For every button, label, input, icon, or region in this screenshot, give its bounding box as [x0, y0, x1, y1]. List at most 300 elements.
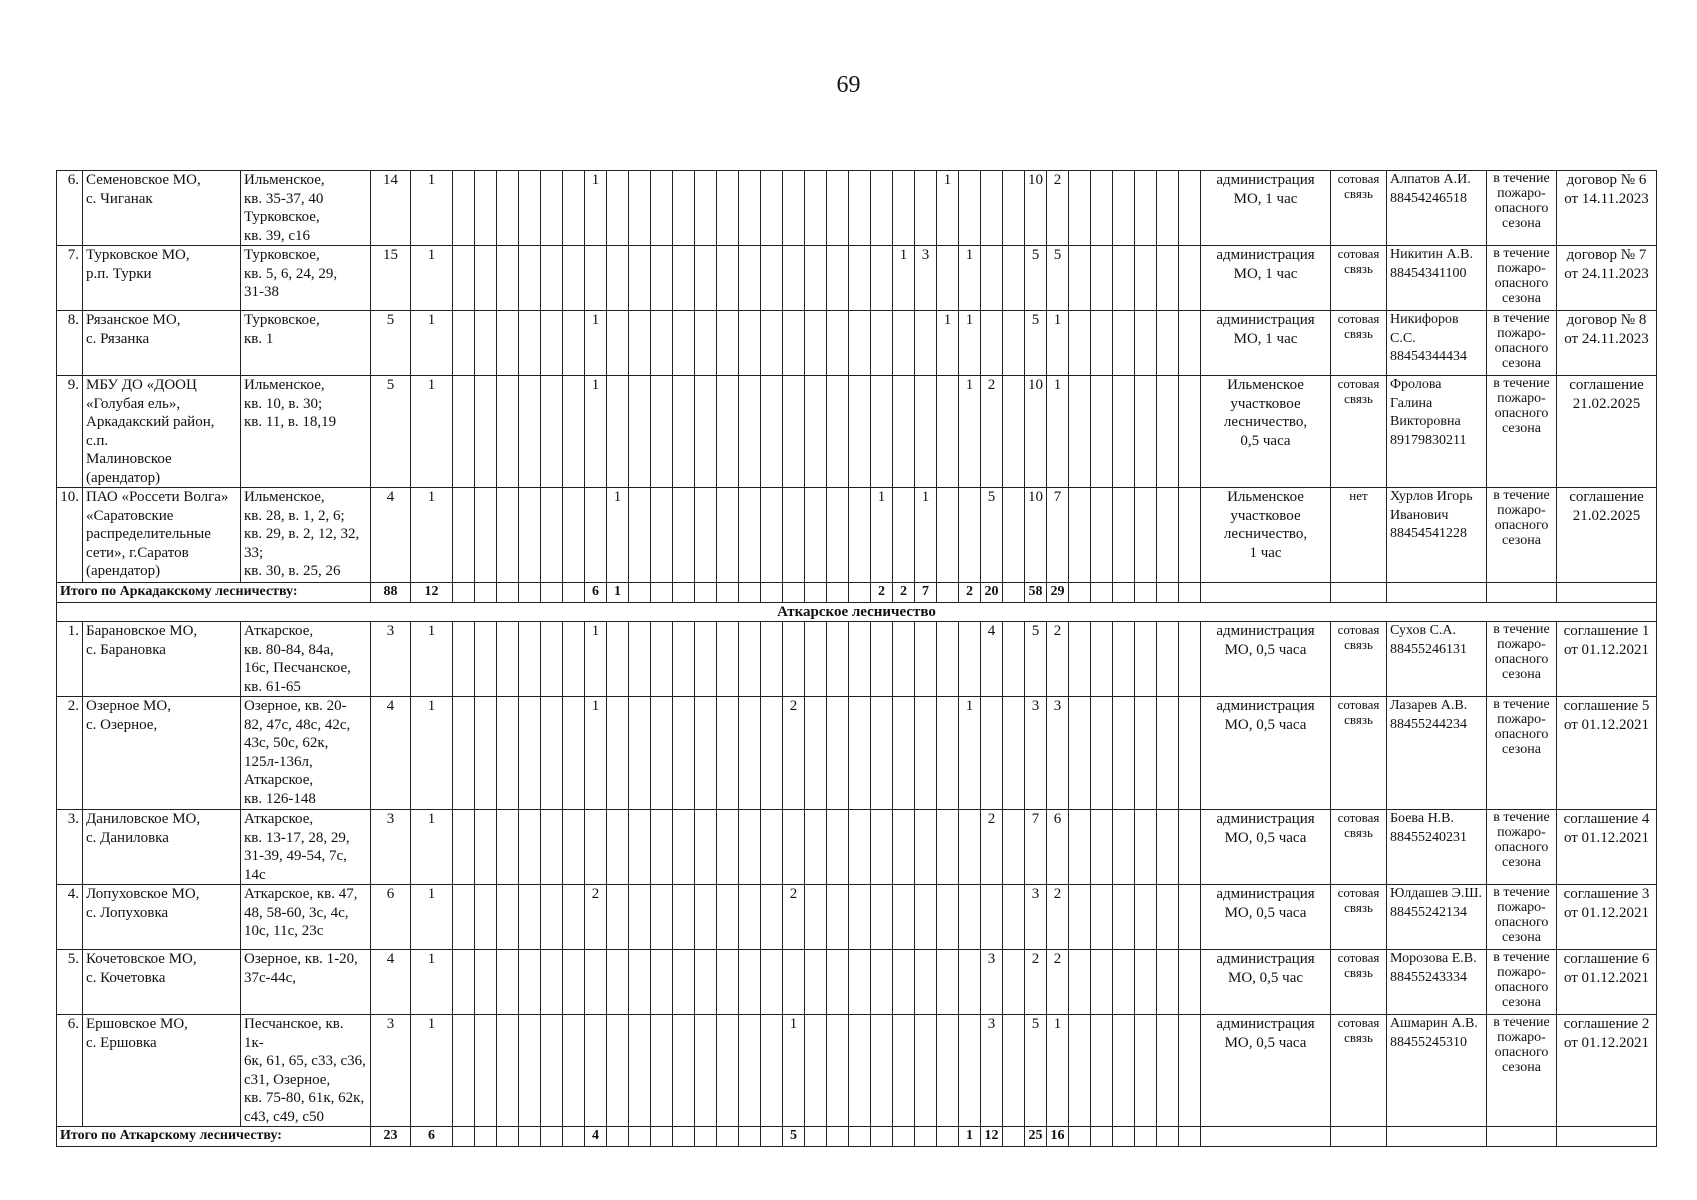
value-cell-30: 5 — [1047, 246, 1069, 311]
value-cell-16 — [739, 583, 761, 603]
value-cell-26: 1 — [959, 311, 981, 376]
value-cell-2: 1 — [411, 311, 453, 376]
agreement-cell: соглашение 6 от 01.12.2021 — [1557, 950, 1657, 1015]
value-cell-16 — [739, 697, 761, 810]
value-cell-33 — [1113, 622, 1135, 697]
value-cell-13 — [673, 1015, 695, 1127]
organization-cell: Рязанское МО, с. Рязанка — [83, 311, 241, 376]
communication-cell: нет — [1331, 488, 1387, 583]
value-cell-5 — [497, 810, 519, 885]
agreement-cell: соглашение 21.02.2025 — [1557, 376, 1657, 488]
value-cell-7 — [541, 583, 563, 603]
value-cell-17 — [761, 622, 783, 697]
value-cell-4 — [475, 488, 497, 583]
value-cell-22 — [871, 885, 893, 950]
value-cell-18 — [783, 810, 805, 885]
value-cell-11 — [629, 246, 651, 311]
value-cell-1: 4 — [371, 488, 411, 583]
section-header-row — [57, 602, 1657, 622]
location-cell: Песчанское, кв. 1к- 6к, 61, 65, с33, с36, с31, Озерное, кв. 75-80, 61к, 62к, с43, с49, с50 — [241, 1015, 371, 1127]
value-cell-3 — [453, 583, 475, 603]
location-cell: Озерное, кв. 20- 82, 47с, 48с, 42с, 43с, 50с, 62к, 125л-136л, Аткарское, кв. 126-148 — [241, 697, 371, 810]
empty-cell — [1201, 1127, 1331, 1147]
value-cell-30: 1 — [1047, 311, 1069, 376]
value-cell-36 — [1179, 488, 1201, 583]
value-cell-15 — [717, 950, 739, 1015]
value-cell-9 — [585, 950, 607, 1015]
agreement-cell: соглашение 1 от 01.12.2021 — [1557, 622, 1657, 697]
value-cell-23 — [893, 376, 915, 488]
value-cell-13 — [673, 950, 695, 1015]
contact-cell: администрация МО, 0,5 часа — [1201, 810, 1331, 885]
value-cell-12 — [651, 488, 673, 583]
value-cell-32 — [1091, 1127, 1113, 1147]
value-cell-19 — [805, 488, 827, 583]
value-cell-34 — [1135, 622, 1157, 697]
value-cell-2: 1 — [411, 697, 453, 810]
value-cell-24 — [915, 1015, 937, 1127]
value-cell-17 — [761, 246, 783, 311]
value-cell-2: 1 — [411, 171, 453, 246]
responsible-cell: Лазарев А.В. 88455244234 — [1387, 697, 1487, 810]
value-cell-30: 1 — [1047, 1015, 1069, 1127]
value-cell-8 — [563, 376, 585, 488]
value-cell-10 — [607, 810, 629, 885]
value-cell-27 — [981, 171, 1003, 246]
value-cell-9: 2 — [585, 885, 607, 950]
location-cell: Ильменское, кв. 28, в. 1, 2, 6; кв. 29, в. 2, 12, 32, 33; кв. 30, в. 25, 26 — [241, 488, 371, 583]
value-cell-17 — [761, 376, 783, 488]
value-cell-13 — [673, 810, 695, 885]
value-cell-15 — [717, 376, 739, 488]
value-cell-18: 2 — [783, 697, 805, 810]
value-cell-5 — [497, 697, 519, 810]
value-cell-3 — [453, 311, 475, 376]
value-cell-24: 1 — [915, 488, 937, 583]
value-cell-6 — [519, 1127, 541, 1147]
value-cell-32 — [1091, 885, 1113, 950]
responsible-cell: Никифоров С.С. 88454344434 — [1387, 311, 1487, 376]
value-cell-21 — [849, 622, 871, 697]
value-cell-12 — [651, 246, 673, 311]
value-cell-6 — [519, 376, 541, 488]
period-cell: в течение пожаро- опасного сезона — [1487, 622, 1557, 697]
value-cell-14 — [695, 622, 717, 697]
communication-cell: сотовая связь — [1331, 950, 1387, 1015]
value-cell-20 — [827, 171, 849, 246]
value-cell-15 — [717, 1127, 739, 1147]
value-cell-33 — [1113, 950, 1135, 1015]
organization-cell: Даниловское МО, с. Даниловка — [83, 810, 241, 885]
agreement-cell: договор № 6 от 14.11.2023 — [1557, 171, 1657, 246]
value-cell-5 — [497, 488, 519, 583]
contact-cell: администрация МО, 0,5 часа — [1201, 622, 1331, 697]
value-cell-26: 1 — [959, 246, 981, 311]
value-cell-33 — [1113, 1015, 1135, 1127]
value-cell-15 — [717, 622, 739, 697]
value-cell-22 — [871, 1127, 893, 1147]
value-cell-8 — [563, 950, 585, 1015]
value-cell-32 — [1091, 311, 1113, 376]
section-title: Аткарское лесничество — [57, 602, 1657, 622]
value-cell-13 — [673, 622, 695, 697]
value-cell-29: 5 — [1025, 622, 1047, 697]
value-cell-29: 7 — [1025, 810, 1047, 885]
value-cell-4 — [475, 810, 497, 885]
value-cell-33 — [1113, 583, 1135, 603]
value-cell-33 — [1113, 488, 1135, 583]
period-cell: в течение пожаро- опасного сезона — [1487, 1015, 1557, 1127]
value-cell-17 — [761, 488, 783, 583]
value-cell-9 — [585, 1015, 607, 1127]
value-cell-5 — [497, 311, 519, 376]
value-cell-3 — [453, 488, 475, 583]
value-cell-21 — [849, 488, 871, 583]
value-cell-30: 2 — [1047, 950, 1069, 1015]
value-cell-28 — [1003, 1127, 1025, 1147]
value-cell-19 — [805, 1127, 827, 1147]
value-cell-11 — [629, 171, 651, 246]
value-cell-22 — [871, 622, 893, 697]
value-cell-8 — [563, 488, 585, 583]
table-row — [57, 810, 1657, 885]
period-cell: в течение пожаро- опасного сезона — [1487, 488, 1557, 583]
value-cell-24 — [915, 171, 937, 246]
contact-cell: Ильменское участковое лесничество, 0,5 часа — [1201, 376, 1331, 488]
value-cell-16 — [739, 622, 761, 697]
value-cell-20 — [827, 1015, 849, 1127]
value-cell-34 — [1135, 950, 1157, 1015]
value-cell-6 — [519, 810, 541, 885]
value-cell-7 — [541, 171, 563, 246]
value-cell-9: 1 — [585, 376, 607, 488]
value-cell-33 — [1113, 376, 1135, 488]
value-cell-25 — [937, 488, 959, 583]
value-cell-22 — [871, 950, 893, 1015]
value-cell-35 — [1157, 376, 1179, 488]
value-cell-18: 1 — [783, 1015, 805, 1127]
value-cell-31 — [1069, 583, 1091, 603]
value-cell-8 — [563, 1015, 585, 1127]
value-cell-14 — [695, 311, 717, 376]
value-cell-11 — [629, 697, 651, 810]
value-cell-18 — [783, 488, 805, 583]
value-cell-12 — [651, 311, 673, 376]
value-cell-27 — [981, 246, 1003, 311]
value-cell-36 — [1179, 583, 1201, 603]
value-cell-24 — [915, 697, 937, 810]
value-cell-4 — [475, 1127, 497, 1147]
value-cell-31 — [1069, 697, 1091, 810]
value-cell-32 — [1091, 950, 1113, 1015]
agreement-cell: соглашение 5 от 01.12.2021 — [1557, 697, 1657, 810]
value-cell-24 — [915, 950, 937, 1015]
value-cell-6 — [519, 171, 541, 246]
value-cell-21 — [849, 1015, 871, 1127]
value-cell-21 — [849, 376, 871, 488]
value-cell-9: 6 — [585, 583, 607, 603]
value-cell-10 — [607, 1015, 629, 1127]
value-cell-1: 3 — [371, 810, 411, 885]
value-cell-21 — [849, 810, 871, 885]
value-cell-3 — [453, 697, 475, 810]
value-cell-3 — [453, 246, 475, 311]
value-cell-25 — [937, 810, 959, 885]
value-cell-17 — [761, 810, 783, 885]
empty-cell — [1557, 583, 1657, 603]
value-cell-20 — [827, 950, 849, 1015]
value-cell-15 — [717, 1015, 739, 1127]
communication-cell: сотовая связь — [1331, 622, 1387, 697]
value-cell-11 — [629, 1127, 651, 1147]
value-cell-6 — [519, 1015, 541, 1127]
responsible-cell: Боева Н.В. 88455240231 — [1387, 810, 1487, 885]
value-cell-16 — [739, 950, 761, 1015]
value-cell-20 — [827, 488, 849, 583]
communication-cell: сотовая связь — [1331, 1015, 1387, 1127]
value-cell-27: 20 — [981, 583, 1003, 603]
value-cell-16 — [739, 810, 761, 885]
agreement-cell: соглашение 4 от 01.12.2021 — [1557, 810, 1657, 885]
value-cell-8 — [563, 697, 585, 810]
value-cell-35 — [1157, 622, 1179, 697]
value-cell-20 — [827, 885, 849, 950]
value-cell-36 — [1179, 1127, 1201, 1147]
value-cell-36 — [1179, 311, 1201, 376]
value-cell-26 — [959, 950, 981, 1015]
value-cell-12 — [651, 697, 673, 810]
responsible-cell: Морозова Е.В. 88455243334 — [1387, 950, 1487, 1015]
period-cell: в течение пожаро- опасного сезона — [1487, 246, 1557, 311]
contact-cell: администрация МО, 1 час — [1201, 171, 1331, 246]
value-cell-33 — [1113, 885, 1135, 950]
value-cell-33 — [1113, 810, 1135, 885]
value-cell-8 — [563, 885, 585, 950]
value-cell-16 — [739, 488, 761, 583]
value-cell-2: 1 — [411, 950, 453, 1015]
table-row — [57, 885, 1657, 950]
value-cell-22 — [871, 311, 893, 376]
value-cell-21 — [849, 885, 871, 950]
value-cell-10 — [607, 622, 629, 697]
value-cell-29: 10 — [1025, 376, 1047, 488]
value-cell-34 — [1135, 171, 1157, 246]
value-cell-6 — [519, 488, 541, 583]
value-cell-9 — [585, 810, 607, 885]
value-cell-27: 2 — [981, 810, 1003, 885]
value-cell-15 — [717, 488, 739, 583]
value-cell-6 — [519, 697, 541, 810]
value-cell-2: 6 — [411, 1127, 453, 1147]
value-cell-16 — [739, 171, 761, 246]
value-cell-28 — [1003, 311, 1025, 376]
value-cell-1: 3 — [371, 622, 411, 697]
value-cell-14 — [695, 885, 717, 950]
row-number: 7. — [57, 246, 83, 311]
value-cell-34 — [1135, 1015, 1157, 1127]
value-cell-31 — [1069, 810, 1091, 885]
value-cell-4 — [475, 376, 497, 488]
value-cell-24 — [915, 1127, 937, 1147]
empty-cell — [1487, 1127, 1557, 1147]
value-cell-15 — [717, 246, 739, 311]
value-cell-17 — [761, 950, 783, 1015]
value-cell-5 — [497, 376, 519, 488]
value-cell-25 — [937, 1127, 959, 1147]
value-cell-35 — [1157, 1015, 1179, 1127]
row-number: 4. — [57, 885, 83, 950]
value-cell-20 — [827, 376, 849, 488]
value-cell-31 — [1069, 246, 1091, 311]
value-cell-21 — [849, 583, 871, 603]
value-cell-3 — [453, 810, 475, 885]
value-cell-16 — [739, 246, 761, 311]
value-cell-6 — [519, 246, 541, 311]
communication-cell: сотовая связь — [1331, 697, 1387, 810]
value-cell-11 — [629, 311, 651, 376]
value-cell-36 — [1179, 376, 1201, 488]
value-cell-25: 1 — [937, 311, 959, 376]
value-cell-24 — [915, 311, 937, 376]
value-cell-29: 3 — [1025, 885, 1047, 950]
value-cell-27: 2 — [981, 376, 1003, 488]
value-cell-28 — [1003, 810, 1025, 885]
value-cell-32 — [1091, 171, 1113, 246]
empty-cell — [1557, 1127, 1657, 1147]
value-cell-12 — [651, 810, 673, 885]
value-cell-8 — [563, 171, 585, 246]
value-cell-24 — [915, 885, 937, 950]
value-cell-19 — [805, 1015, 827, 1127]
value-cell-35 — [1157, 885, 1179, 950]
period-cell: в течение пожаро- опасного сезона — [1487, 171, 1557, 246]
value-cell-11 — [629, 885, 651, 950]
value-cell-5 — [497, 1127, 519, 1147]
value-cell-27 — [981, 697, 1003, 810]
value-cell-31 — [1069, 950, 1091, 1015]
value-cell-1: 14 — [371, 171, 411, 246]
table-row — [57, 1015, 1657, 1127]
value-cell-29: 25 — [1025, 1127, 1047, 1147]
value-cell-26: 1 — [959, 376, 981, 488]
value-cell-17 — [761, 697, 783, 810]
value-cell-21 — [849, 950, 871, 1015]
value-cell-19 — [805, 376, 827, 488]
value-cell-10 — [607, 950, 629, 1015]
value-cell-18 — [783, 950, 805, 1015]
value-cell-31 — [1069, 885, 1091, 950]
table-row — [57, 246, 1657, 311]
value-cell-22 — [871, 1015, 893, 1127]
value-cell-27: 12 — [981, 1127, 1003, 1147]
value-cell-11 — [629, 488, 651, 583]
table-row — [57, 697, 1657, 810]
location-cell: Турковское, кв. 1 — [241, 311, 371, 376]
contact-cell: администрация МО, 1 час — [1201, 311, 1331, 376]
period-cell: в течение пожаро- опасного сезона — [1487, 697, 1557, 810]
value-cell-35 — [1157, 583, 1179, 603]
empty-cell — [1331, 1127, 1387, 1147]
table-row — [57, 950, 1657, 1015]
value-cell-25 — [937, 583, 959, 603]
value-cell-26 — [959, 488, 981, 583]
value-cell-7 — [541, 622, 563, 697]
period-cell: в течение пожаро- опасного сезона — [1487, 311, 1557, 376]
value-cell-8 — [563, 583, 585, 603]
value-cell-11 — [629, 622, 651, 697]
value-cell-34 — [1135, 246, 1157, 311]
value-cell-3 — [453, 171, 475, 246]
communication-cell: сотовая связь — [1331, 171, 1387, 246]
value-cell-26 — [959, 1015, 981, 1127]
value-cell-6 — [519, 583, 541, 603]
communication-cell: сотовая связь — [1331, 246, 1387, 311]
value-cell-3 — [453, 376, 475, 488]
value-cell-21 — [849, 246, 871, 311]
value-cell-6 — [519, 950, 541, 1015]
contact-cell: администрация МО, 0,5 часа — [1201, 697, 1331, 810]
value-cell-1: 15 — [371, 246, 411, 311]
value-cell-8 — [563, 311, 585, 376]
responsible-cell: Юлдашев Э.Ш. 88455242134 — [1387, 885, 1487, 950]
value-cell-36 — [1179, 1015, 1201, 1127]
value-cell-12 — [651, 622, 673, 697]
agreement-cell: соглашение 2 от 01.12.2021 — [1557, 1015, 1657, 1127]
value-cell-14 — [695, 376, 717, 488]
value-cell-21 — [849, 1127, 871, 1147]
value-cell-12 — [651, 171, 673, 246]
contact-cell: администрация МО, 0,5 часа — [1201, 1015, 1331, 1127]
value-cell-2: 12 — [411, 583, 453, 603]
value-cell-10 — [607, 697, 629, 810]
row-number: 6. — [57, 1015, 83, 1127]
empty-cell — [1387, 583, 1487, 603]
value-cell-25: 1 — [937, 171, 959, 246]
value-cell-1: 88 — [371, 583, 411, 603]
value-cell-2: 1 — [411, 810, 453, 885]
value-cell-32 — [1091, 583, 1113, 603]
value-cell-34 — [1135, 583, 1157, 603]
organization-cell: МБУ ДО «ДООЦ «Голубая ель», Аркадакский район, с.п. Малиновское (арендатор) — [83, 376, 241, 488]
value-cell-31 — [1069, 622, 1091, 697]
value-cell-14 — [695, 583, 717, 603]
value-cell-28 — [1003, 950, 1025, 1015]
value-cell-36 — [1179, 171, 1201, 246]
value-cell-7 — [541, 697, 563, 810]
responsible-cell: Никитин А.В. 88454341100 — [1387, 246, 1487, 311]
value-cell-23 — [893, 171, 915, 246]
organization-cell: Кочетовское МО, с. Кочетовка — [83, 950, 241, 1015]
value-cell-35 — [1157, 246, 1179, 311]
value-cell-25 — [937, 1015, 959, 1127]
value-cell-25 — [937, 885, 959, 950]
value-cell-23 — [893, 1127, 915, 1147]
value-cell-30: 6 — [1047, 810, 1069, 885]
location-cell: Аткарское, кв. 47, 48, 58-60, 3с, 4с, 10с, 11с, 23с — [241, 885, 371, 950]
value-cell-35 — [1157, 171, 1179, 246]
value-cell-29: 3 — [1025, 697, 1047, 810]
value-cell-5 — [497, 583, 519, 603]
period-cell: в течение пожаро- опасного сезона — [1487, 376, 1557, 488]
value-cell-4 — [475, 885, 497, 950]
value-cell-19 — [805, 583, 827, 603]
responsible-cell: Ашмарин А.В. 88455245310 — [1387, 1015, 1487, 1127]
value-cell-15 — [717, 583, 739, 603]
value-cell-28 — [1003, 1015, 1025, 1127]
total-label: Итого по Аркадакскому лесничеству: — [57, 583, 371, 603]
value-cell-16 — [739, 1127, 761, 1147]
value-cell-14 — [695, 488, 717, 583]
